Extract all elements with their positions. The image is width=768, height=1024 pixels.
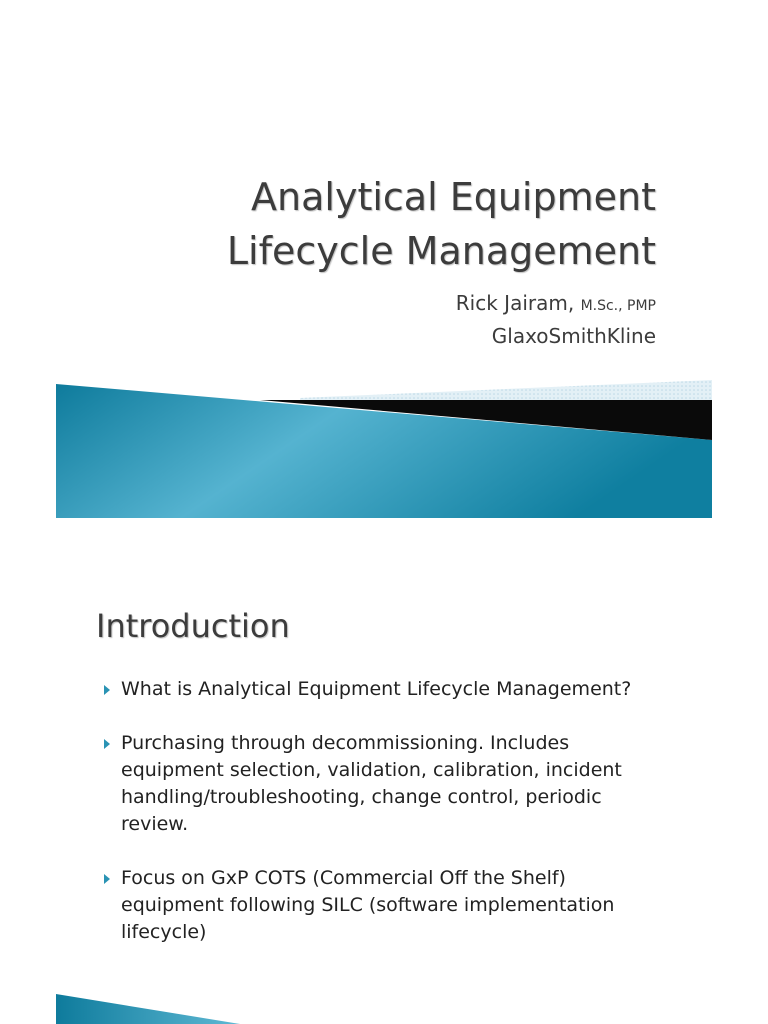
presenter-block — [456, 288, 656, 351]
presenter-credentials: M.Sc., PMP — [580, 298, 656, 314]
slide-title — [227, 170, 656, 278]
decorative-banner — [0, 376, 768, 526]
decorative-corner — [0, 980, 260, 1024]
introduction-title: Introduction — [96, 607, 290, 645]
list-item — [104, 730, 664, 838]
bullet-text: Focus on GxP COTS (Commercial Off the Shelf) equipment following SILC (software implementation lifecycle) — [121, 867, 615, 943]
bullet-list — [104, 676, 664, 973]
presenter-organization: GlaxoSmithKline — [491, 324, 656, 348]
triangle-bullet-icon — [104, 685, 110, 695]
list-item — [104, 676, 664, 703]
list-item — [104, 865, 664, 946]
bullet-text: What is Analytical Equipment Lifecycle Management? — [121, 678, 632, 700]
banner-light-strip — [300, 380, 712, 400]
title-line-1: Analytical Equipment — [251, 175, 656, 219]
presenter-line — [456, 288, 656, 321]
presenter-name: Rick Jairam, — [455, 291, 575, 315]
title-line-2: Lifecycle Management — [226, 229, 656, 273]
triangle-bullet-icon — [104, 739, 110, 749]
triangle-bullet-icon — [104, 874, 110, 884]
introduction-slide — [0, 570, 768, 1024]
bullet-text: Purchasing through decommissioning. Includes equipment selection, validation, calibration, incident handling/troubleshooting, change control, periodic review. — [121, 732, 622, 835]
